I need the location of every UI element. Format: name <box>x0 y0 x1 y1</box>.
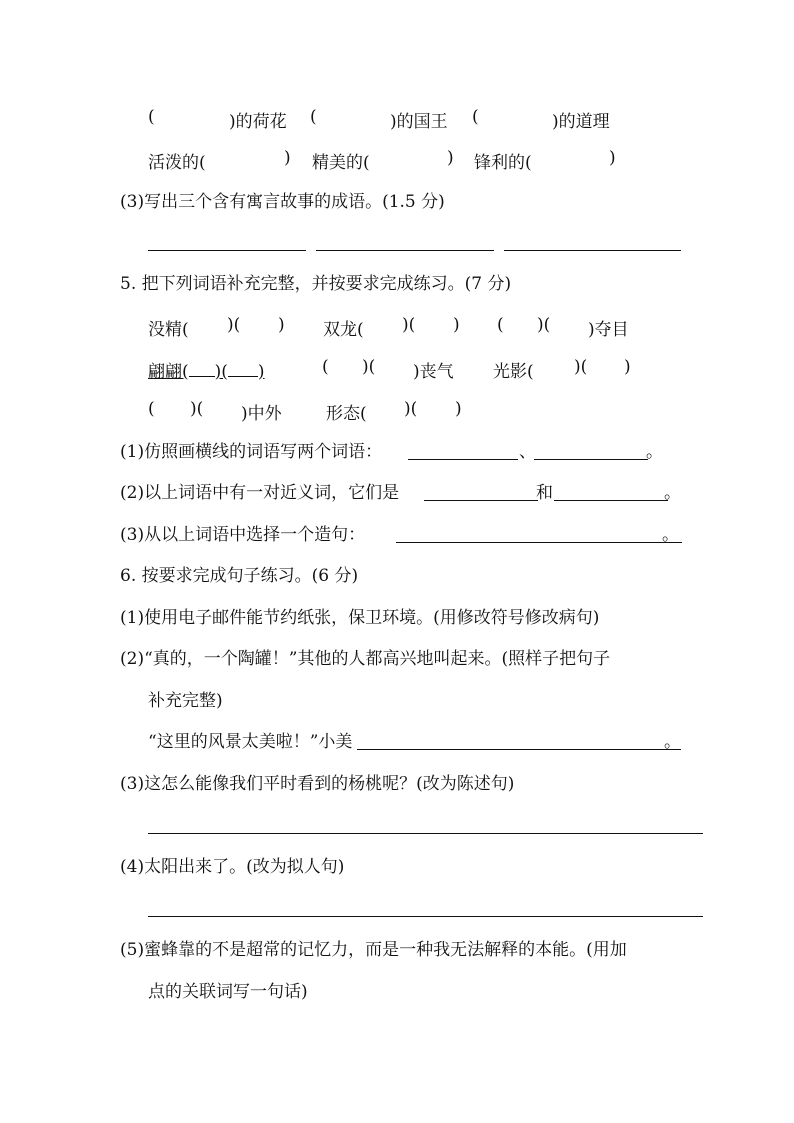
idiom-part: )( <box>537 315 551 335</box>
question-5-3: (3)从以上词语中选择一个造句： <box>120 525 366 545</box>
question-4-3: (3)写出三个含有寓言故事的成语。(1.5 分) <box>120 192 445 212</box>
period: 。 <box>646 442 663 462</box>
answer-blank[interactable] <box>534 459 648 460</box>
question-6-3: (3)这怎么能像我们平时看到的杨桃呢？(改为陈述句) <box>120 774 515 794</box>
idiom-underlined: 翩翩( )( ) <box>148 362 265 382</box>
idiom-part: ) <box>278 315 285 335</box>
idiom-part: )丧气 <box>413 362 454 382</box>
answer-blank[interactable] <box>424 500 538 501</box>
question-6-2-cont: 补充完整) <box>148 691 223 711</box>
idiom-part: )( <box>190 399 204 419</box>
idiom-part: 双龙( <box>323 320 364 340</box>
paren: ) <box>284 148 291 168</box>
idiom-part: )( <box>362 357 376 377</box>
idiom-part: )中外 <box>241 404 282 424</box>
idiom-part: )( <box>227 315 241 335</box>
answer-blank[interactable] <box>148 250 306 251</box>
phrase-exquisite: 精美的( <box>312 153 370 173</box>
question-6-1: (1)使用电子邮件能节约纸张，保卫环境。(用修改符号修改病句) <box>120 608 600 628</box>
answer-blank[interactable] <box>316 250 494 251</box>
phrase-sharp: 锋利的( <box>474 153 532 173</box>
question-6-2: (2)“真的，一个陶罐！”其他的人都高兴地叫起来。(照样子把句子 <box>120 649 611 669</box>
idiom-part: )( <box>404 399 418 419</box>
phrase-king: )的国王 <box>390 112 448 132</box>
period: 。 <box>664 483 681 503</box>
answer-line[interactable] <box>148 916 703 917</box>
idiom-part: 没精( <box>148 320 189 340</box>
question-5-title: 5. 把下列词语补充完整，并按要求完成练习。(7 分) <box>120 274 512 294</box>
phrase-lotus: )的荷花 <box>229 112 287 132</box>
period: 。 <box>664 732 681 752</box>
question-6-title: 6. 按要求完成句子练习。(6 分) <box>120 566 359 586</box>
idiom-part: )( <box>402 315 416 335</box>
period: 。 <box>662 525 679 545</box>
idiom-part: ( <box>497 315 504 335</box>
idiom-part: ) <box>455 399 462 419</box>
question-5-1: (1)仿照画横线的词语写两个词语： <box>120 442 383 462</box>
idiom-part: 形态( <box>326 404 367 424</box>
phrase-lively: 活泼的( <box>148 153 206 173</box>
question-6-5-cont: 点的关联词写一句话) <box>148 982 308 1002</box>
idiom-part: ) <box>624 357 631 377</box>
paren: ( <box>148 107 155 127</box>
answer-blank[interactable] <box>357 749 681 750</box>
paren: ) <box>609 148 616 168</box>
answer-blank[interactable] <box>504 250 681 251</box>
paren: ( <box>310 107 317 127</box>
answer-blank[interactable] <box>554 500 668 501</box>
question-6-5: (5)蜜蜂靠的不是超常的记忆力，而是一种我无法解释的本能。(用加 <box>120 940 627 960</box>
answer-blank[interactable] <box>408 459 518 460</box>
paren: ( <box>472 107 479 127</box>
paren: ) <box>447 148 454 168</box>
idiom-part: ) <box>453 315 460 335</box>
answer-blank[interactable] <box>396 542 682 543</box>
idiom-part: ( <box>148 399 155 419</box>
question-5-2: (2)以上词语中有一对近义词，它们是 <box>120 483 400 503</box>
idiom-part: )( <box>574 357 588 377</box>
and-word: 和 <box>536 483 553 503</box>
idiom-part: 光影( <box>493 362 534 382</box>
idiom-part: )夺目 <box>588 320 629 340</box>
answer-line[interactable] <box>148 833 703 834</box>
separator: 、 <box>519 442 536 462</box>
question-6-4: (4)太阳出来了。(改为拟人句) <box>120 857 345 877</box>
phrase-reason: )的道理 <box>552 112 610 132</box>
example-sentence: “这里的风景太美啦！”小美 <box>148 732 353 752</box>
idiom-part: ( <box>322 357 329 377</box>
